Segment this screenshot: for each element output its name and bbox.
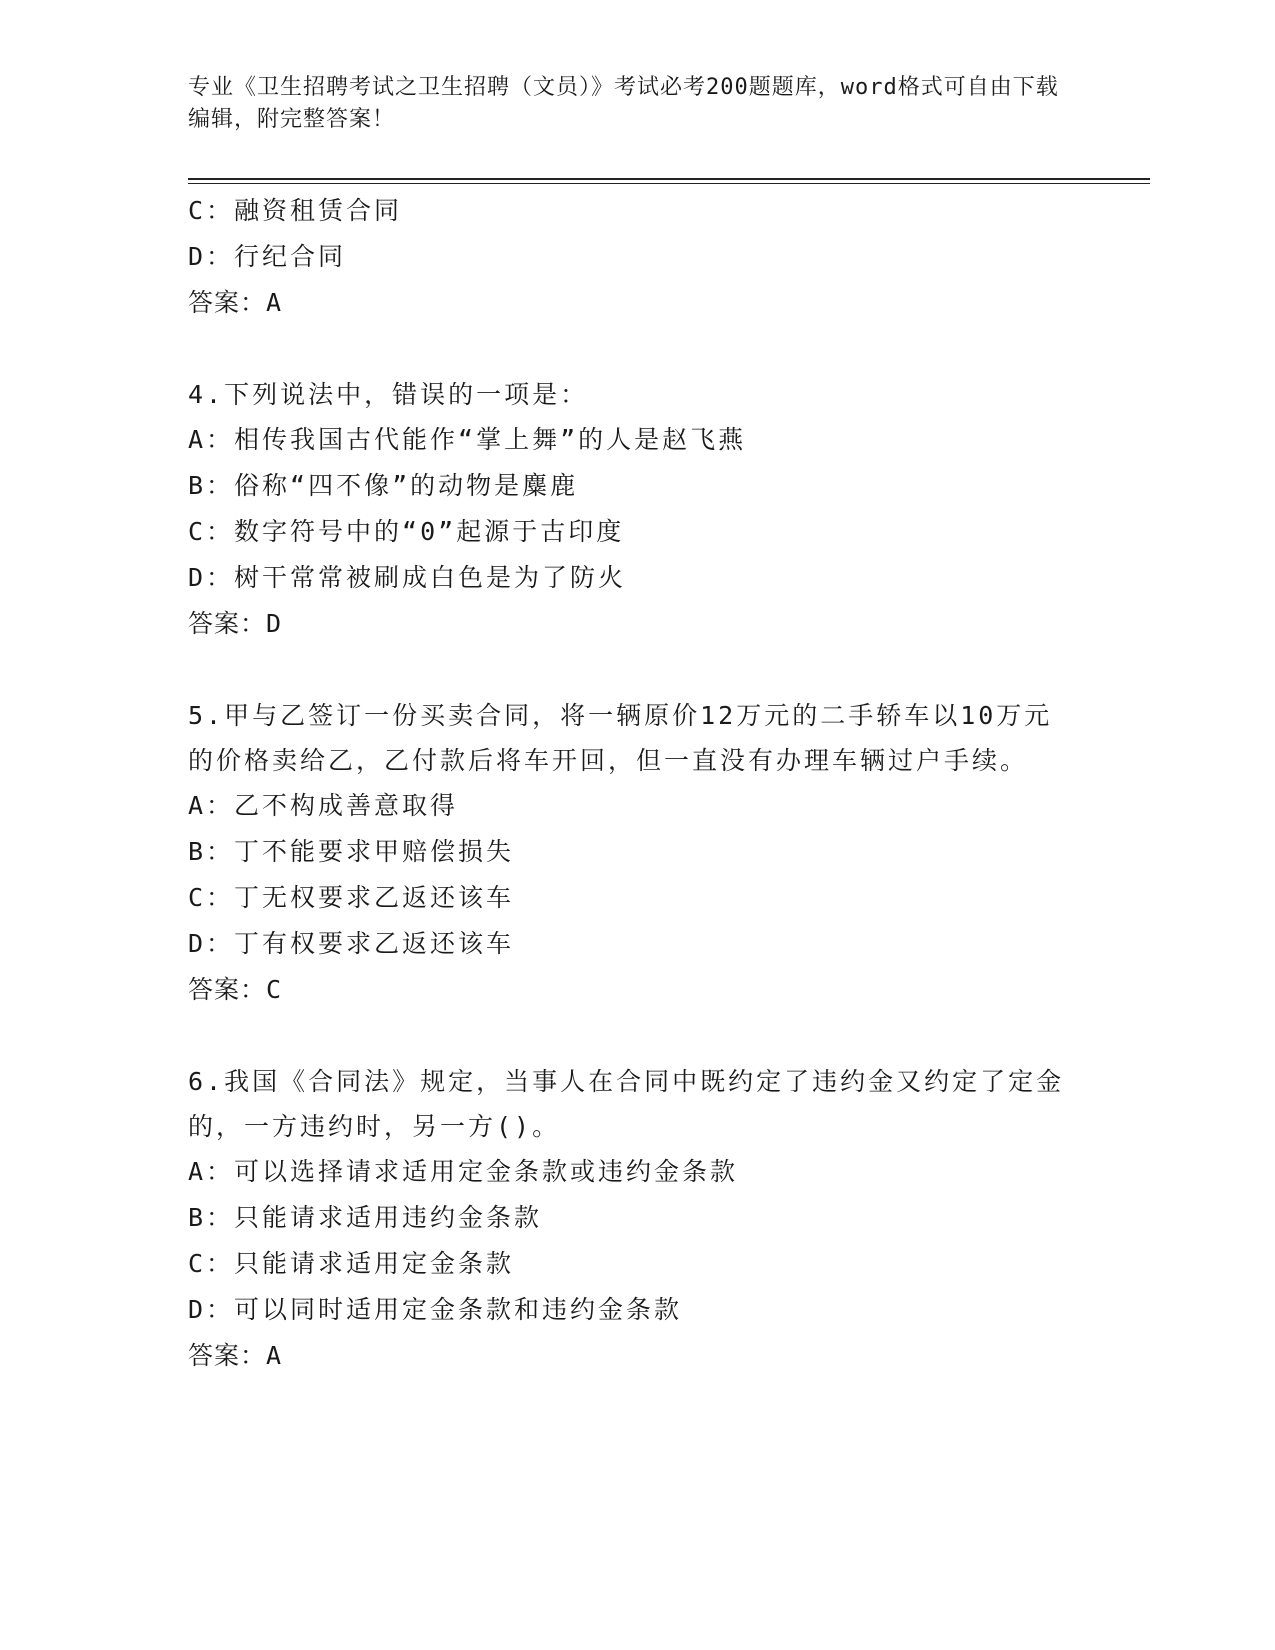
answer-line (188, 967, 1068, 1013)
question-text: 5.甲与乙签订一份买卖合同，将一辆原价12万元的二手轿车以10万元的价格卖给乙，乙付款后将车开回，但一直没有办理车辆过户手续。 (188, 701, 1053, 775)
option-d: D：可以同时适用定金条款和违约金条款 (188, 1295, 683, 1324)
option-c: C：只能请求适用定金条款 (188, 1249, 515, 1278)
option-a: A：乙不构成善意取得 (188, 791, 459, 820)
document-header: 专业《卫生招聘考试之卫生招聘（文员）》考试必考200题题库，word格式可自由下载编辑，附完整答案！ (188, 75, 1059, 132)
spacer (188, 326, 1068, 372)
answer-label: 答案： (188, 975, 267, 1004)
answer-label: 答案： (188, 1341, 267, 1370)
question-4 (188, 372, 1068, 647)
option-c: C：融资租赁合同 (188, 196, 403, 225)
answer-value: D (266, 609, 283, 638)
option-c: C：丁无权要求乙返还该车 (188, 883, 515, 912)
question-6 (188, 1059, 1068, 1379)
option-d: D：丁有权要求乙返还该车 (188, 929, 515, 958)
answer-line (188, 601, 1068, 647)
option-c: C：数字符号中的“0”起源于古印度 (188, 517, 625, 546)
option-d: D：树干常常被刷成白色是为了防火 (188, 563, 627, 592)
answer-line (188, 1333, 1068, 1379)
option-a: A：可以选择请求适用定金条款或违约金条款 (188, 1157, 739, 1186)
question-text: 6.我国《合同法》规定，当事人在合同中既约定了违约金又约定了定金的，一方违约时，另一方()。 (188, 1067, 1065, 1141)
continued-question (188, 188, 1068, 326)
question-content (188, 188, 1068, 1379)
answer-label: 答案： (188, 609, 267, 638)
header-divider-thin (188, 183, 1150, 184)
option-b: B：俗称“四不像”的动物是麋鹿 (188, 471, 579, 500)
answer-label: 答案： (188, 288, 267, 317)
answer-value: A (266, 288, 283, 317)
option-b: B：只能请求适用违约金条款 (188, 1203, 543, 1232)
answer-value: A (266, 1341, 283, 1370)
question-5 (188, 693, 1068, 1013)
spacer (188, 1013, 1068, 1059)
option-b: B：丁不能要求甲赔偿损失 (188, 837, 515, 866)
option-a: A：相传我国古代能作“掌上舞”的人是赵飞燕 (188, 425, 747, 454)
question-text: 4.下列说法中，错误的一项是： (188, 380, 589, 409)
spacer (188, 647, 1068, 693)
option-d: D：行纪合同 (188, 242, 347, 271)
header-divider-thick (188, 178, 1150, 180)
answer-line (188, 280, 1068, 326)
answer-value: C (266, 975, 283, 1004)
